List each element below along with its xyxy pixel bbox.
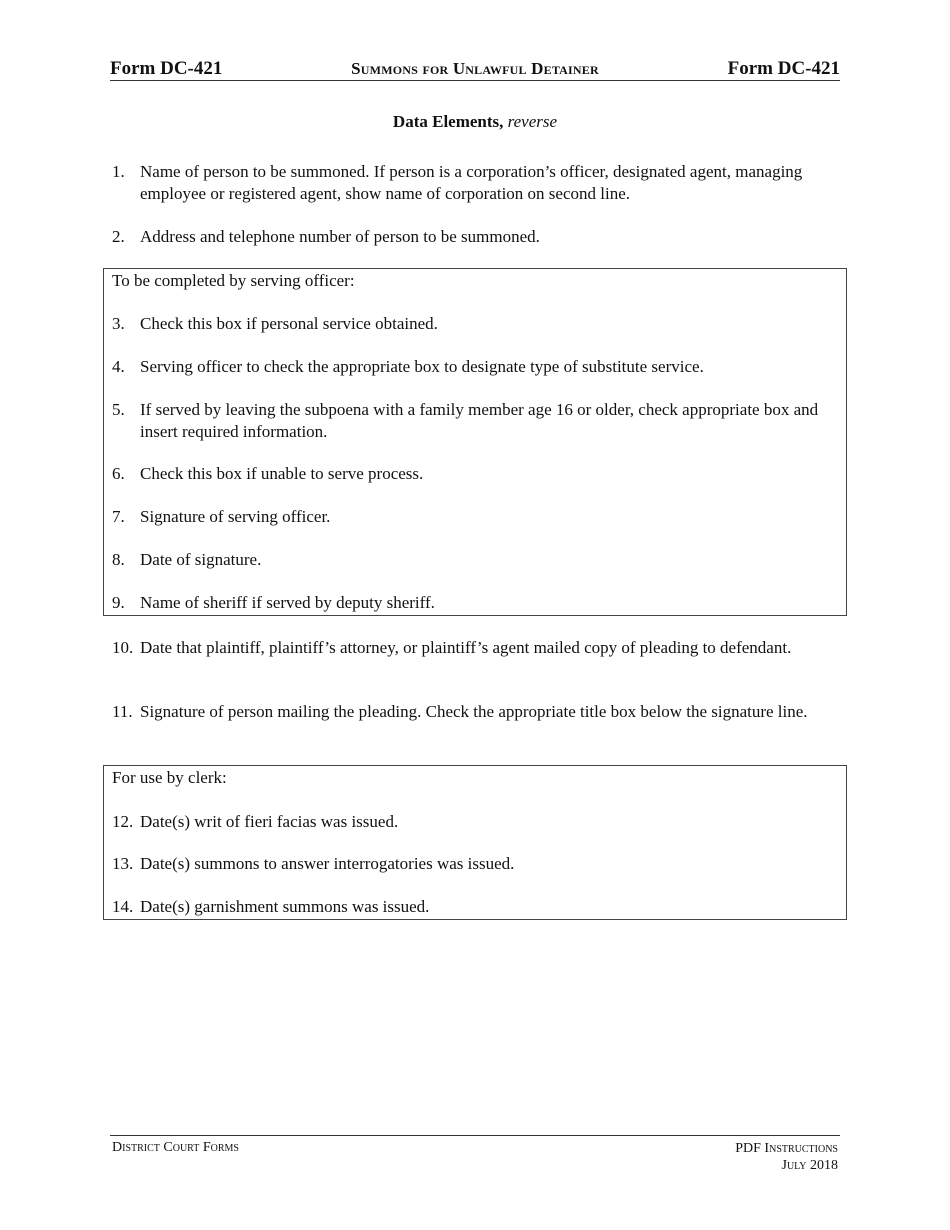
item-text: Date(s) writ of fieri facias was issued. [140, 812, 399, 831]
item-number: 9. [112, 593, 125, 612]
subtitle-bold: Data Elements, [392, 112, 504, 131]
list-item [112, 506, 840, 528]
item-text: If served by leaving the subpoena with a family member age 16 or older, check appropriate box and insert required information. [140, 400, 819, 441]
list-item [112, 161, 840, 204]
list-item [112, 549, 840, 571]
footer-left: District Court Forms [112, 1140, 239, 1155]
list-item [112, 463, 840, 485]
item-text: Signature of serving officer. [140, 507, 331, 526]
item-text: Serving officer to check the appropriate box to designate type of substitute service. [140, 357, 704, 376]
page-header [110, 56, 840, 81]
footer-right [735, 1140, 838, 1174]
item-text: Signature of person mailing the pleading. Check the appropriate title box below the signature line. [140, 702, 808, 721]
footer-right-line2: July 2018 [781, 1158, 838, 1173]
clerk-box-label: For use by clerk: [112, 768, 227, 787]
list-item [112, 811, 840, 833]
item-text: Address and telephone number of person to be summoned. [140, 227, 540, 246]
form-number-left: Form DC-421 [110, 58, 223, 79]
item-number: 5. [112, 400, 125, 419]
item-number: 12. [112, 812, 134, 831]
list-item [112, 701, 840, 723]
item-number: 7. [112, 507, 125, 526]
list-item [112, 313, 840, 335]
item-text: Date of signature. [140, 550, 262, 569]
list-item [112, 356, 840, 378]
item-number: 2. [112, 227, 125, 246]
item-number: 1. [112, 162, 125, 181]
item-text: Name of sheriff if served by deputy sheriff. [140, 593, 435, 612]
list-item [112, 637, 840, 659]
item-number: 14. [112, 897, 134, 916]
page-footer [110, 1135, 840, 1173]
item-number: 3. [112, 314, 125, 333]
item-number: 10. [112, 638, 134, 657]
item-number: 4. [112, 357, 125, 376]
list-item [112, 592, 840, 614]
subtitle-italic: reverse [507, 112, 558, 131]
item-text: Date that plaintiff, plaintiff’s attorney, or plaintiff’s agent mailed copy of pleading to defendant. [140, 638, 792, 657]
item-number: 6. [112, 464, 125, 483]
item-number: 13. [112, 854, 134, 873]
list-item [112, 896, 840, 918]
item-text: Check this box if personal service obtained. [140, 314, 438, 333]
section-subtitle [0, 112, 950, 132]
list-item [112, 399, 840, 442]
item-number: 8. [112, 550, 125, 569]
item-text: Check this box if unable to serve process. [140, 464, 424, 483]
list-item [112, 226, 840, 248]
form-title: Summons for Unlawful Detainer [351, 59, 599, 78]
item-text: Name of person to be summoned. If person is a corporation’s officer, designated agent, managing employee or registered agent, show name of corporation on second line. [140, 162, 803, 203]
list-item [112, 853, 840, 875]
serving-officer-box-label: To be completed by serving officer: [112, 271, 355, 290]
item-text: Date(s) summons to answer interrogatories was issued. [140, 854, 515, 873]
footer-right-line1: PDF Instructions [735, 1141, 838, 1156]
item-number: 11. [112, 702, 133, 721]
item-text: Date(s) garnishment summons was issued. [140, 897, 430, 916]
form-number-right: Form DC-421 [727, 58, 840, 79]
